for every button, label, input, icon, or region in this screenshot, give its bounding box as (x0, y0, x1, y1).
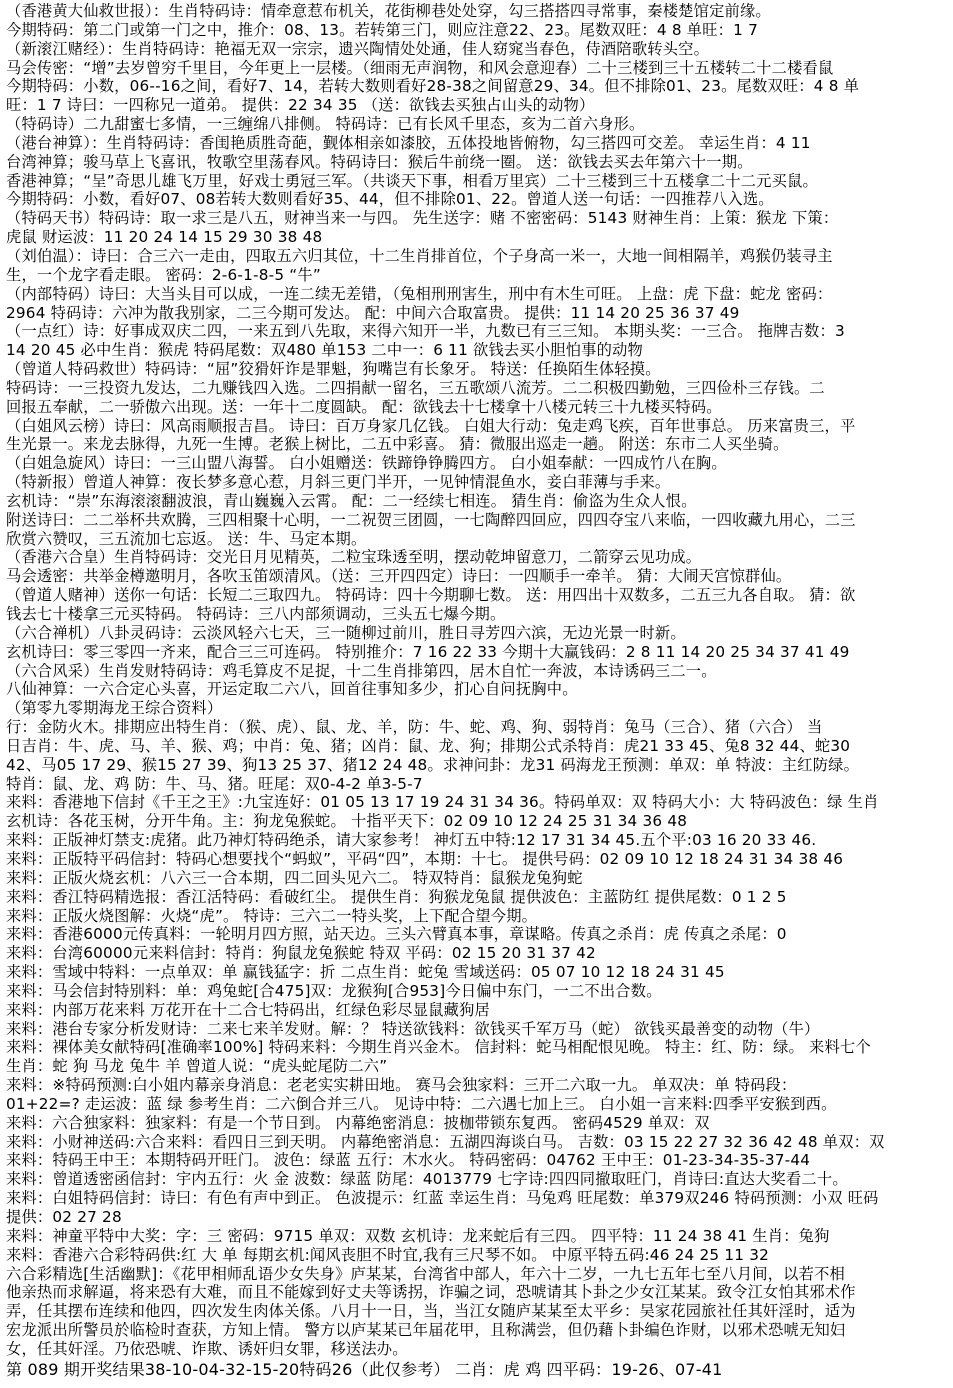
text-line: 回报五奉献，二一骄傲六出现。送：一年十二度圆缺。 配：欲钱去十七楼拿十八楼元转三十九楼买特码。 (6, 397, 722, 416)
text-line: 特肖：鼠、龙、鸡 防：牛、马、猪。旺尾：双0-4-2 单3-5-7 (6, 774, 423, 793)
text-line: 42、马05 17 29、猴15 27 39、狗13 25 37、猪12 24 48。求神问卦：龙31 码海龙王预测：单双：单 特波：主红防绿。 (6, 755, 860, 774)
text-line: 来料：裸体美女献特码[准确率100%] 特码来料：今期生肖兴金木。 信封料：蛇马相配恨见晚。 特主：红、防：绿。 来料七个 (6, 1038, 871, 1057)
text-line: 钱去七十楼拿三元买特码。 特码诗：三八内部须调动，三头五七爆今期。 (6, 605, 506, 623)
text-line: 旺：1 7 诗曰：一四称兄一道弟。 提供：22 34 35 （送：欲钱去买独占山头的动物） (6, 96, 595, 115)
text-line: 来料：※特码预测:白小姐内幕亲身消息：老老实实耕田地。 赛马会独家料：三开二六取一九。 单双决：单 特码段： (6, 1076, 797, 1095)
text-line: 来料：香江特码精选报：香江活特码：看破红尘。 提供生肖：狗猴龙兔鼠 提供波色：主蓝防红 提供尾数：0 1 2 5 (6, 887, 787, 906)
text-line: 虎鼠 财运波：11 20 24 14 15 29 30 38 48 (6, 228, 323, 247)
text-line: （特码天书）特码诗：取一求三是八五，财神当来一与四。 先生送字：赌 不密密码：5143 财神生肖：上策：猴龙 下策： (6, 209, 839, 228)
text-line: 来料：香港6000元传真料：一轮明月四方照，站天边。三头六臂真本事，章谋略。传真之杀肖：虎 传真之杀尾：0 (6, 925, 787, 944)
text-line: 六合彩精选[生活幽默]：《花甲相师乱语少女失身》庐某某，台湾省中部人，年六十二岁，一九七五年七至八月间，以若不相 (6, 1264, 845, 1283)
text-line: 来料：香港地下信封《千王之王》:九宝连好：01 05 13 17 19 24 31 34 36。特码单双：双 特码大小：大 特码波色：绿 生肖 (6, 793, 879, 812)
text-line: 玄机诗：“崇”东海滚滚翻波浪，青山巍巍入云霄。 配：二一经续七相连。 猜生肖：偷盗为生众人恨。 (6, 491, 697, 510)
text-line: 来料：内部万花来料 万花开在十二合七特码出，红绿色彩尽显鼠藏狗居 (6, 1000, 490, 1019)
text-line: 来料：台湾60000元来料信封：特肖：狗鼠龙兔猴蛇 特双 平码：02 15 20 31 37 42 (6, 944, 596, 963)
text-line: 生光景一。来龙去脉得，九死一生博。老猴上树比，二五中彩喜。 猜：微服出巡走一趟。 附送：东市二人买坐骑。 (6, 435, 789, 454)
text-line: 来料：马会信封特别料：单：鸡兔蛇[合475]双：龙猴狗[合953]今日偏中东门，一二不出合数。 (6, 981, 662, 1000)
text-line: 女，任其奸淫。乃依恐唬、诈欺、诱奸归女罪，移送法办。 (6, 1339, 408, 1358)
text-line: 行：金防火木。排期应出特生肖：（猴、虎）、鼠、龙、羊，防：牛、蛇、鸡、狗、弱特肖：兔马（三合）、猪（六合） 当 (6, 718, 823, 737)
text-line: （第零九零期海龙王综合资料） (6, 699, 223, 718)
draw-result-footer: 第 089 期开奖结果38-10-04-32-15-20特码26（此仅参考） 二肖：虎 鸡 四平码：19-26、07-41 (6, 1359, 723, 1379)
text-line: 生，一个龙字看走眼。 密码：2-6-1-8-5 “牛” (6, 265, 321, 284)
text-line: （六合禅机）八卦灵码诗：云淡风轻六七天，三一随柳过前川，胜日寻芳四六滨，无边光景一时新。 (6, 623, 686, 642)
text-line: 来料：港台专家分析发财诗：二来七来羊发财。解：？ 特送欲钱料：欲钱买千军万马（蛇） 欲钱买最善变的动物（牛） (6, 1019, 820, 1038)
text-line: 来料：正版特平码信封：特码心想要找个“蚂蚁”，平码“四”，本期：十七。 提供号码：02 09 10 12 18 24 31 34 38 46 (6, 849, 844, 868)
text-line: 八仙神算：一六合定心头喜，开运定取二六八，回首往事知多少，扪心自问抚胸中。 (6, 680, 578, 699)
text-line: 来料：特码王中王：本期特码开旺门。 波色：绿蓝 五行：木水火。 特码密码：04762 王中王：01-23-34-35-37-44 (6, 1151, 811, 1170)
text-line: （刘伯温）：诗曰：合三六一走由，四取五六归其位，十二生肖排首位，个子身高一米一，大地一间相隔羊，鸡猴仍装寻主 (6, 246, 833, 265)
text-line: 欣赏六赞叹，三五流加七忘返。 送：牛、马定本期。 (6, 529, 367, 548)
text-line: （一点红）诗：好事成双庆二四，一来五到八先取，来得六知开一半，九数已有三三知。 本期头奖：一三合。 拖牌吉数：3 (6, 322, 845, 341)
text-line: 台湾神算；骏马草上飞喜讯，牧歌空里荡春风。特码诗曰：猴后牛前绕一圈。 送：欲钱去买去年第六十一期。 (6, 152, 753, 171)
text-line: 来料：神童平特中大奖：字：三 密码：9715 单双：双数 玄机诗：龙来蛇后有三四。 四平特：11 24 38 41 生肖：兔狗 (6, 1226, 830, 1245)
text-line: 弄，任其摆布连续和他四，四次发生肉体关係。八月十一日，当，当江女随庐某某至太平乡：吴家花园旅社任其奸淫时，适为 (6, 1302, 856, 1321)
text-line: 来料：正版火烧图解：火烧“虎”。 特诗：三六二一特头奖，上下配合望今期。 (6, 906, 538, 925)
text-line: （六合风采）生肖发财特码诗：鸡毛算皮不足捉，十二生肖排第四，居木自忙一奔波，本诗诱码三二一。 (6, 661, 717, 680)
text-line: 香港神算；“呈”奇思儿雄飞万里，好戏士勇冠三军。（共谈天下事，相看万里宾）二十三楼到三十五楼拿二十二元买鼠。 (6, 171, 818, 190)
text-line: 他亲热而求解逼，将来恐有大难，而且不能嫁到好丈夫等诱拐，诈骗之词，恐唬请其卜卦之少女江某某。致令江女怕其邪术作 (6, 1283, 856, 1302)
text-line: 来料：雪域中特料：一点单双：单 赢钱猛字：折 二点生肖：蛇兔 雪域送码：05 07 10 12 18 24 31 45 (6, 963, 725, 982)
text-line: 玄机诗曰：零三零四一齐来，配合三三可连码。 特别推介：7 16 22 33 今期十大赢钱码：2 8 11 14 20 25 34 37 41 49 (6, 642, 850, 661)
text-line: 来料：香港六合彩特码供:红 大 单 每期玄机:闻风丧胆不时宜,我有三尺琴不如。 中原平特五码:46 24 25 11 32 (6, 1245, 770, 1264)
text-line: 来料：正版神灯禁支:虎猪。此乃神灯特码绝杀，请大家参考！ 神灯五中特:12 17 31 34 45.五个平:03 16 20 33 46. (6, 831, 817, 850)
text-line: 来料：正版火烧玄机：八六三一合本期，四二回头见六二。 特双特肖：鼠猴龙兔狗蛇 (6, 868, 583, 887)
text-line: （特码诗）二九甜蜜七多情，一三缠绵八排侧。 特码诗：已有长风千里态，亥为二首六身形。 (6, 115, 645, 134)
text-line: 玄机诗：各花玉树，分开牛角。主：狗龙兔猴蛇。 十指平天下：02 09 10 12 24 25 31 34 36 48 (6, 812, 688, 831)
text-line: 附送诗曰：二二举杯共欢腾，三四相聚十心明，一二祝贺三团圆，一七陶醉四回应，四四夺宝八来临，一四收藏九用心，二三 (6, 510, 856, 529)
text-line: 来料：曾道透密函信封：宇内五行：火 金 波数：绿蓝 防尾：4013779 七字诗:四四同撤取旺门，肖诗曰:直达大奖看二十。 (6, 1170, 848, 1189)
text-line: （新滚江赌经）：生肖特码诗：艳福无双一宗宗，遗兴陶情处处通，佳人窈窕当春色，侍酒陪歌转头空。 (6, 39, 710, 58)
text-line: 今期特码：第二门或第一门之中，推介：08、13。若转第三门，则应注意22、23。尾数双旺：4 8 单旺：1 7 (6, 20, 758, 39)
text-line: 特码诗：一三投资九发达，二九赚钱四入选。二四捐献一留名，三五歌颂八流芳。二二积极四勤勉，三四俭朴三存钱。二 (6, 378, 825, 397)
text-line: （曾道人赌神）送你一句话：长短二三取四九。 特码诗：四十今期聊七数。 送：用四出十双数多，二五三九各自取。 猜：欲 (6, 586, 856, 605)
text-line: （白姐急旋风）诗曰：一三山盟八海誓。 白小姐赠送：铁蹄铮铮腾四方。 白小姐奉献：一四成竹八在胸。 (6, 454, 727, 473)
text-line: 今期特码：小数，06--16之间，看好7、14，若转大数则看好28-38之间留意29、34。但不排除01、23。尾数双旺：4 8 单 (6, 77, 860, 96)
text-line: （香港六合皇）生肖特码诗：交光日月见精英，二粒宝珠透至明，摆动乾坤留意刀，二箭穿云见功成。 (6, 548, 702, 567)
text-line: 今期特码：小数，看好07、08若转大数则看好35、44，但不排除01、22。曾道人送一句话：一四推荐八入选。 (6, 190, 774, 209)
text-line: 提供：02 27 28 (6, 1208, 122, 1226)
text-line: 生肖：蛇 狗 马龙 兔牛 羊 曾道人说：“虎头蛇尾防二六” (6, 1057, 388, 1076)
text-line: 马会透密：共举金樽邀明月，各吹玉笛颂清风。（送：三开四四定）诗曰：一四顺手一牵羊。 猜：大闹天宫惊群仙。 (6, 567, 792, 586)
text-line: 01+22=? 走运波：蓝 绿 参考生肖：二六倒合并三八。 见诗中特：二六遇七加上三。 白小姐一言来料:四季平安猴到西。 (6, 1094, 837, 1113)
text-line: （内部特码）诗曰：大当头目可以成，一连二续无差错，（兔相刑刑害生，刑中有木生可旺。 上盘：虎 下盘：蛇龙 密码： (6, 284, 833, 303)
text-line: （港台神算）：生肖特码诗：香闺艳质胜奇葩，觐体相亲如漆胶，五体投地皆俯物，勾三搭四可交差。 幸运生肖：4 11 (6, 133, 811, 152)
text-line: （白姐风云榜）诗曰：风高雨顺报吉昌。 诗曰：百万身家几亿钱。 白姐大行动：兔走鸡飞疾，百年世事总。 历来富贵三，平 (6, 416, 856, 435)
text-line: 来料：六合独家料：独家料：有是一个节日到。 内幕绝密消息：披枷带锁东复西。 密码4529 单双：双 (6, 1113, 710, 1132)
text-line: 日吉肖：牛、虎、马、羊、猴、鸡；中肖：兔、猪；凶肖：鼠、龙、狗；排期公式杀特肖：虎21 33 45、兔8 32 44、蛇30 (6, 736, 851, 755)
text-line: 宏龙派出所警员於临检时查获，方知上情。 警方以庐某某已年届花甲，且称满尝，但仍藉卜卦编色诈财，以邪术恐唬无知妇 (6, 1321, 846, 1340)
text-line: （曾道人特码救世）特码诗：“屈”狡猾奸诈是罪魁，狗嘴岂有长象牙。 特送：任换陌生体轻摸。 (6, 360, 661, 379)
text-line: 14 20 45 必中生肖：猴虎 特码尾数：双480 单153 二中一：6 11 欲钱去买小胆怕事的动物 (6, 341, 643, 360)
text-line: （特新报）曾道人神算：夜长梦多意心惹，月斜三更门半开，一见钟情混鱼水，妾白菲薄与手来。 (6, 473, 671, 492)
text-line: （香港黄大仙救世报）：生肖特码诗：情牵意惹布机关，花街柳巷处处穿，勾三搭搭四寻常事，秦楼楚馆定前缘。 (6, 2, 771, 20)
text-line: 来料：白姐特码信封：诗曰：有色有声中到正。 色波提示：红蓝 幸运生肖：马兔鸡 旺尾数：单379双246 特码预测：小双 旺码 (6, 1189, 879, 1208)
text-line: 2964 特码诗：六冲为散我别家，二三今期可发达。 配：中间六合取富贵。 提供：11 14 20 25 36 37 49 (6, 303, 740, 322)
text-line: 马会传密：“增”去岁曾穷千里目，今年更上一层楼。（细雨无声润物，和风会意迎春）二十三楼到三十五楼转二十二楼看鼠 (6, 58, 834, 77)
text-line: 来料：小财神送码:六合来料：看四日三到天明。 内幕绝密消息：五湖四海谈白马。 吉数：03 15 22 27 32 36 42 48 单双：双 (6, 1132, 885, 1151)
